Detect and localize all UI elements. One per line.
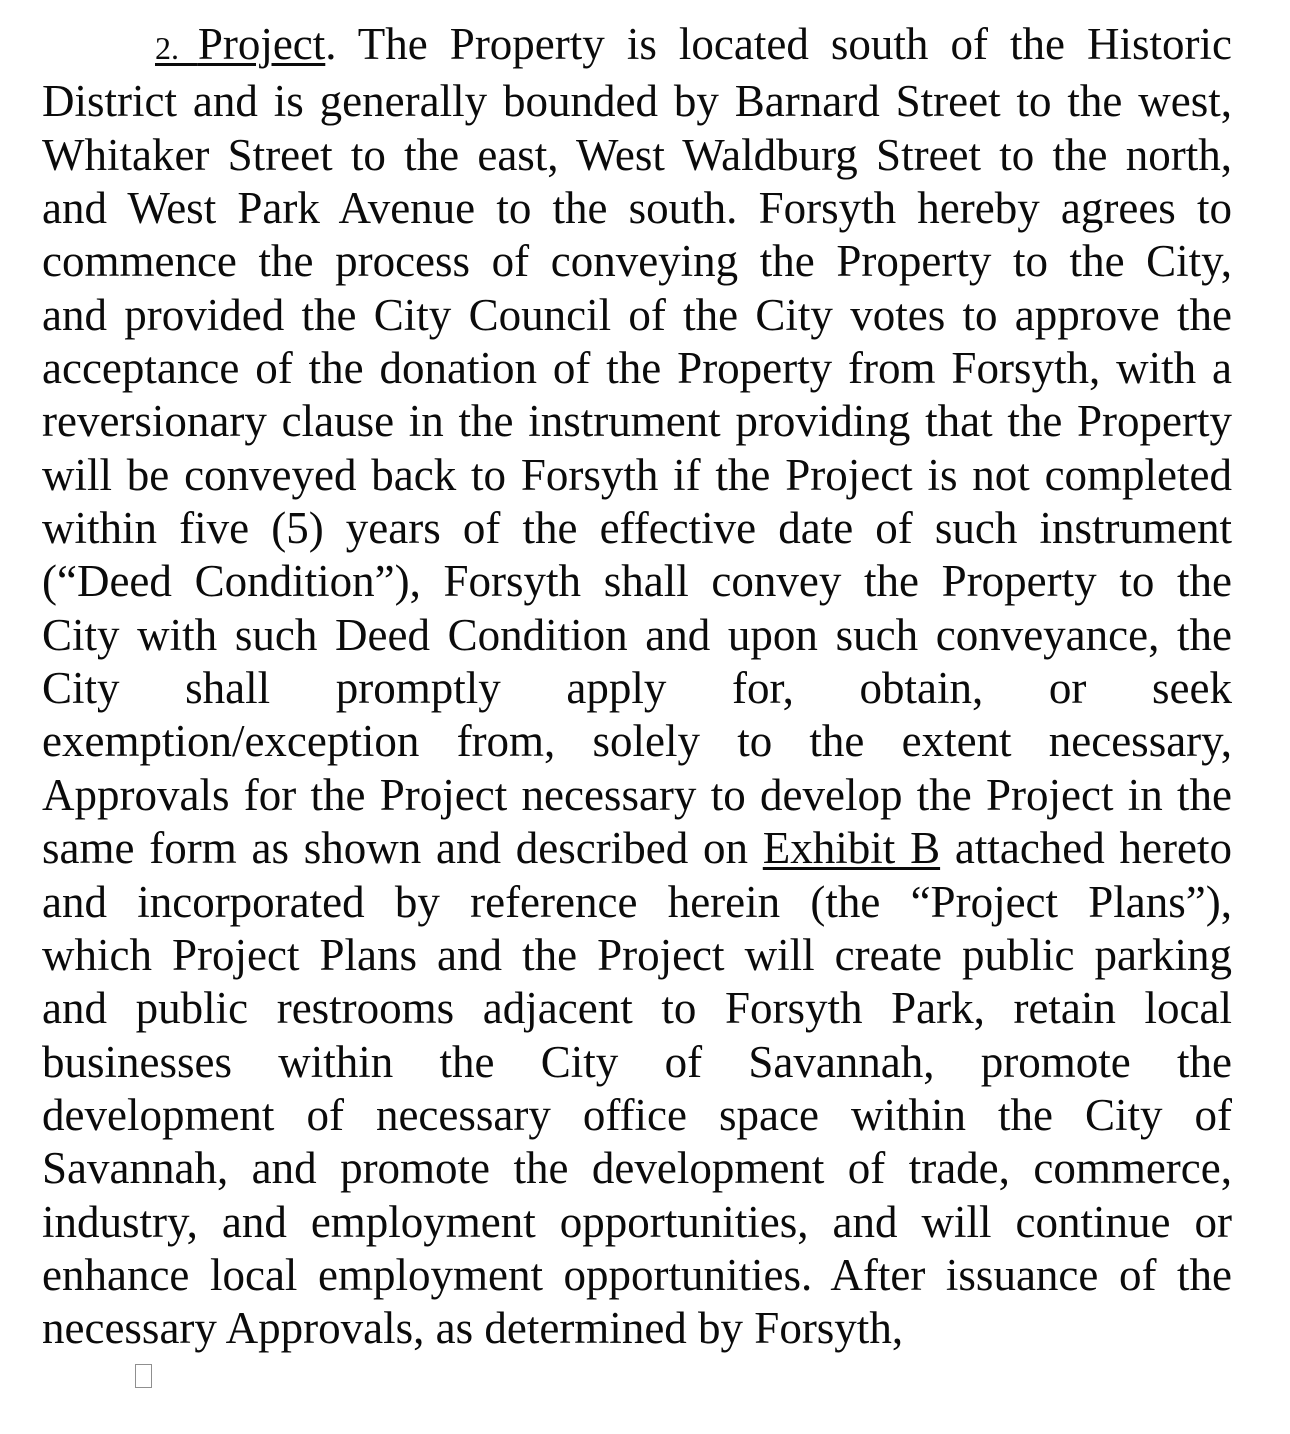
- section-title: Project: [197, 19, 326, 69]
- text-segment: City with such Deed Condition and upon such conveyance, the: [42, 609, 1232, 660]
- text-line: [42, 1249, 1232, 1302]
- text-line: [42, 289, 1232, 342]
- text-line: [42, 555, 1232, 608]
- text-line: [42, 1089, 1232, 1142]
- text-segment: Approvals for the Project necessary to develop the Project in the: [42, 769, 1232, 820]
- text-segment: and incorporated by reference herein (the “Project Plans”),: [42, 876, 1232, 927]
- text-line: [42, 1196, 1232, 1249]
- missing-glyph-icon: [135, 1364, 152, 1388]
- text-segment: commence the process of conveying the Property to the City,: [42, 236, 1232, 287]
- text-line: [42, 449, 1232, 502]
- text-segment: (“Deed Condition”), Forsyth shall convey the Property to the: [42, 556, 1232, 607]
- text-line: [42, 1142, 1232, 1195]
- text-segment: and public restrooms adjacent to Forsyth Park, retain local: [42, 983, 1232, 1034]
- text-line: [42, 395, 1232, 448]
- text-segment: Whitaker Street to the east, West Waldburg Street to the north,: [42, 129, 1232, 180]
- text-segment: development of necessary office space within the City of: [42, 1089, 1232, 1140]
- text-line: [42, 1036, 1232, 1089]
- text-line: [42, 129, 1232, 182]
- text-segment: and West Park Avenue to the south. Forsyth hereby agrees to: [42, 183, 1232, 234]
- text-segment: attached hereto: [940, 823, 1232, 874]
- text-line: [42, 982, 1232, 1035]
- text-line: [42, 769, 1232, 822]
- text-line: [42, 235, 1232, 288]
- text-line: [42, 715, 1232, 768]
- text-segment: . The Property is located south of the Historic: [325, 19, 1233, 69]
- section-number: 2.: [155, 30, 198, 66]
- text-line: [42, 182, 1232, 235]
- text-line: [42, 75, 1232, 128]
- text-segment: will be conveyed back to Forsyth if the Project is not completed: [42, 449, 1232, 500]
- text-segment: acceptance of the donation of the Property from Forsyth, with a: [42, 343, 1232, 394]
- text-segment: which Project Plans and the Project will create public parking: [42, 929, 1232, 980]
- text-segment: necessary Approvals, as determined by Forsyth,: [42, 1303, 904, 1354]
- text-segment: enhance local employment opportunities. After issuance of the: [42, 1249, 1232, 1300]
- text-line: [42, 876, 1232, 929]
- text-segment: same form as shown and described on: [42, 823, 763, 874]
- text-line: [42, 662, 1232, 715]
- text-segment: District and is generally bounded by Barnard Street to the west,: [42, 76, 1232, 127]
- text-line: [42, 342, 1232, 395]
- text-segment: exemption/exception from, solely to the extent necessary,: [42, 716, 1232, 767]
- text-segment: Savannah, and promote the development of trade, commerce,: [42, 1143, 1232, 1194]
- text-segment: City shall promptly apply for, obtain, or seek: [42, 663, 1232, 714]
- exhibit-b-reference: Exhibit B: [762, 823, 941, 874]
- text-segment: within five (5) years of the effective date of such instrument: [42, 503, 1232, 554]
- text-line: [42, 18, 1232, 75]
- text-segment: reversionary clause in the instrument providing that the Property: [42, 396, 1232, 447]
- text-line: [42, 822, 1232, 875]
- text-line: [42, 1302, 1232, 1355]
- text-segment: industry, and employment opportunities, and will continue or: [42, 1196, 1232, 1247]
- text-line: [42, 929, 1232, 982]
- text-segment: and provided the City Council of the City votes to approve the: [42, 289, 1232, 340]
- text-line: [42, 502, 1232, 555]
- text-segment: businesses within the City of Savannah, promote the: [42, 1036, 1232, 1087]
- text-line: [42, 609, 1232, 662]
- contract-paragraph: [42, 18, 1232, 1356]
